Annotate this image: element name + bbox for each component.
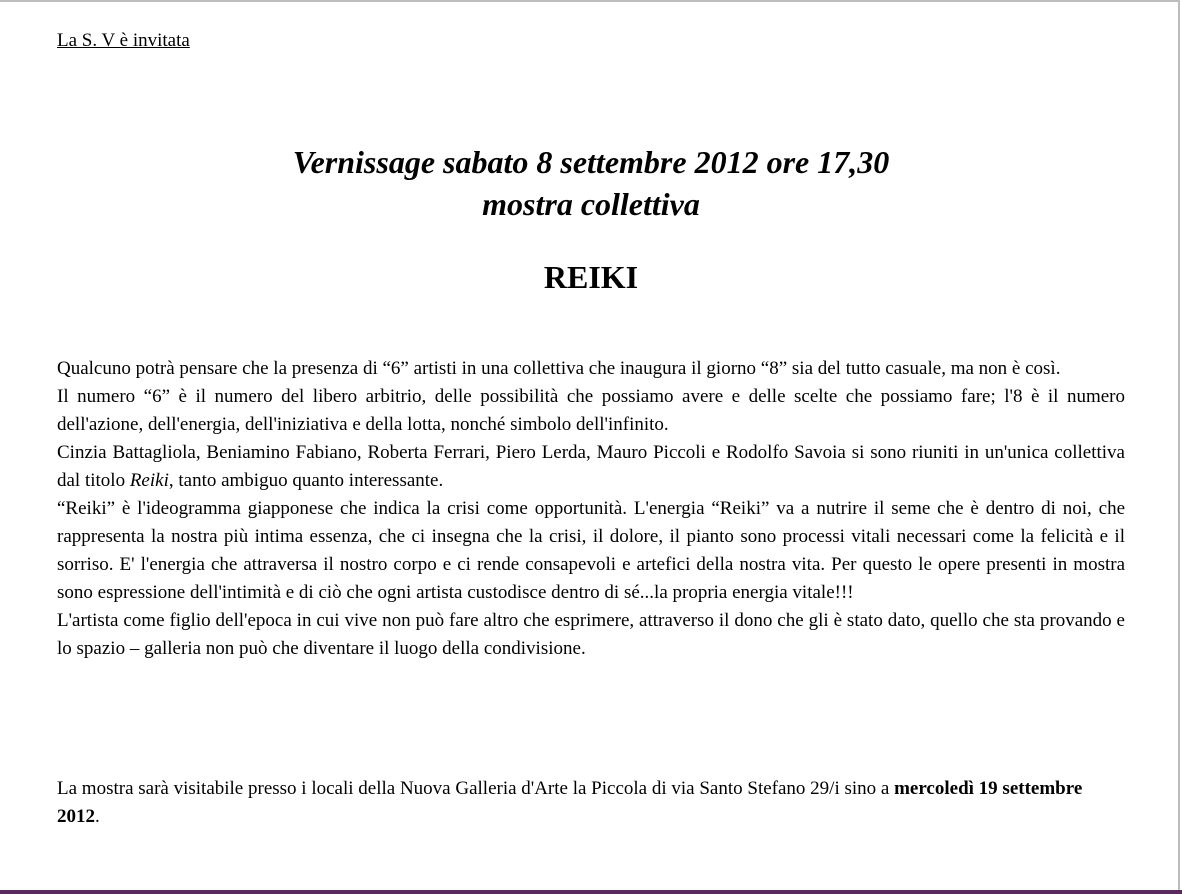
exhibition-type-line: mostra collettiva — [482, 186, 700, 222]
title-reference: Reiki — [129, 470, 169, 491]
vernissage-date-line: Vernissage sabato 8 settembre 2012 ore 17,30 — [292, 144, 890, 180]
event-headline — [57, 141, 1125, 225]
visiting-text: La mostra sarà visitabile presso i locali della Nuova Galleria d'Arte la Piccola di via Santo Stefano 29/i sino a — [57, 778, 895, 799]
paragraph-meaning: Il numero “6” è il numero del libero arbitrio, delle possibilità che possiamo avere e delle scelte che possiamo fare; l'8 è il numero dell'azione, dell'energia, dell'iniziativa e della lotta, nonché simbolo dell'infinito. — [57, 386, 1125, 435]
closing-period: . — [95, 806, 100, 827]
artists-text-end: , tanto ambiguo quanto interessante. — [168, 470, 444, 491]
bottom-border — [0, 890, 1182, 894]
exhibition-title: REIKI — [543, 259, 639, 295]
paragraph-artist-role: L'artista come figlio dell'epoca in cui vive non può fare altro che esprimere, attraverso il dono che gli è stato dato, quello che sta provando e lo spazio – galleria non può che diventare il luogo della condivisione. — [57, 610, 1125, 659]
description-text — [57, 355, 1125, 663]
paragraph-reiki: “Reiki” è l'ideogramma giapponese che indica la crisi come opportunità. L'energia “Reiki” va a nutrire il seme che è dentro di noi, che rappresenta la nostra più intima essenza, che ci insegna che la crisi, il dolore, il pianto sono processi vitali necessari come la felicità e il sorriso. E' l'energia che attraversa il nostro corpo e ci rende consapevoli e artefici della nostra vita. Per questo le opere presenti in mostra sono espressione dell'intimità e di ciò che ogni artista custodisce dentro di sé...la propria energia vitale!!! — [57, 498, 1125, 603]
paragraph-artists — [57, 439, 1125, 495]
invitation-line: La S. V è invitata — [57, 30, 190, 51]
paragraph-numbers: Qualcuno potrà pensare che la presenza di “6” artisti in una collettiva che inaugura il giorno “8” sia del tutto casuale, ma non è così. — [57, 358, 1061, 379]
artists-text: Cinzia Battagliola, Beniamino Fabiano, Roberta Ferrari, Piero Lerda, Mauro Piccoli e Rodolfo Savoia si sono riuniti in un'unica collettiva dal titolo — [57, 442, 1125, 491]
closing-date: mercoledì 19 settembre 2012 — [57, 778, 1083, 827]
visiting-info — [57, 775, 1125, 831]
